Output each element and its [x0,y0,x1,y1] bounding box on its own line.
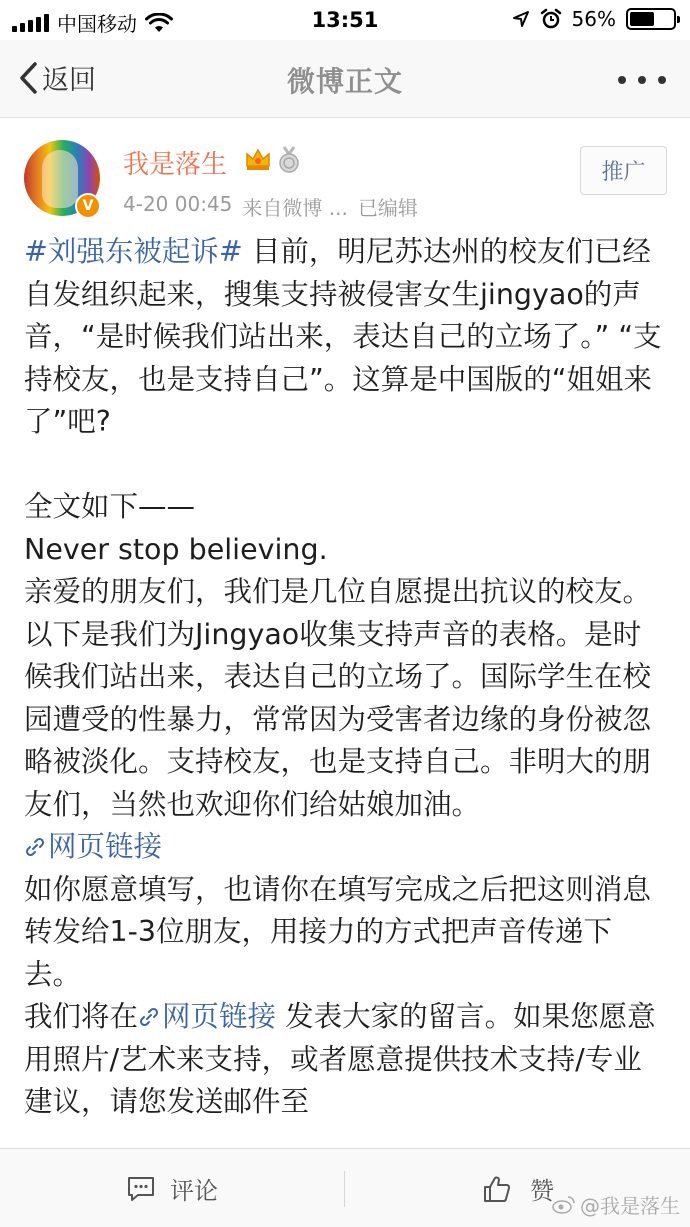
more-dot-icon [638,76,646,84]
paragraph: Never stop believing. [24,532,328,566]
post-time: 4-20 00:45 [123,192,233,216]
comment-button[interactable] [126,1171,218,1206]
paragraph: 全文如下—— [24,490,196,523]
link-icon [138,1006,160,1028]
comment-label: 评论 [170,1177,218,1205]
hashtag-link[interactable]: #刘强东被起诉# [24,235,243,268]
nav-bar [0,40,690,118]
paragraph: 如你愿意填写，也请你在填写完成之后把这则消息转发给1-3位朋友，用接力的方式把声音传递下去。 [24,872,652,991]
web-link[interactable] [24,826,664,869]
bottom-toolbar [0,1148,690,1227]
paragraph-text: 我们将在 [24,1000,139,1033]
medal-icon[interactable] [276,146,302,174]
status-bar [0,0,690,40]
clock: 13:51 [311,8,379,32]
weibo-watermark [552,1190,680,1219]
weibo-logo-icon [552,1195,576,1215]
link-icon [24,836,46,858]
post-meta [123,192,418,221]
web-link-label: 网页链接 [162,1000,277,1033]
web-link-label: 网页链接 [48,830,163,863]
more-dot-icon [618,76,626,84]
location-icon [512,10,530,28]
like-label: 赞 [530,1177,554,1205]
promote-button[interactable]: 推广 [580,146,667,195]
like-button[interactable] [482,1171,554,1206]
post-source[interactable]: 来自微博 ... [242,196,348,220]
paragraph-text: 目前，明尼苏达州的校友们已经自发组织起来，搜集支持被侵害女生jingyao的声音，“是时候我们站出来，表达自己的立场了。” “支持校友，也是支持自己”。这算是中国版的“姐姐来了”吧? [24,235,662,438]
web-link-inline[interactable] [138,1000,276,1033]
battery-percent: 56% [571,7,616,31]
alarm-icon [540,8,562,30]
verified-badge-icon: V [75,193,101,219]
vip-crown-icon[interactable] [244,146,272,172]
paragraph [24,996,664,1124]
thumbs-up-icon [482,1174,512,1204]
comment-icon [126,1175,156,1203]
battery-icon [626,8,676,30]
author-name[interactable]: 我是落生 [123,150,228,180]
carrier-name: 中国移动 [57,12,137,36]
toolbar-divider [344,1171,345,1207]
edited-label[interactable]: 已编辑 [357,196,418,220]
more-button[interactable] [618,76,666,84]
paragraph: 亲爱的朋友们，我们是几位自愿提出抗议的校友。以下是我们为Jingyao收集支持声音的表格。是时候我们站出来，表达自己的立场了。国际学生在校园遭受的性暴力，常常因为受害者边缘的身份被忽略被淡化。支持校友，也是支持自己。非明大的朋友们，当然也欢迎你们给姑娘加油。 [24,575,652,821]
post-header [0,118,690,228]
paragraph-text: 发表大家的留言。如果您愿意用照片/艺术来支持，或者愿意提供技术支持/专业建议，请您发送邮件至 [24,1000,656,1118]
watermark-text: @我是落生 [580,1194,680,1218]
paragraph [24,231,664,444]
more-dot-icon [658,76,666,84]
back-label: 返回 [42,65,96,96]
post-body [24,231,664,1124]
page-title: 微博正文 [286,65,403,98]
